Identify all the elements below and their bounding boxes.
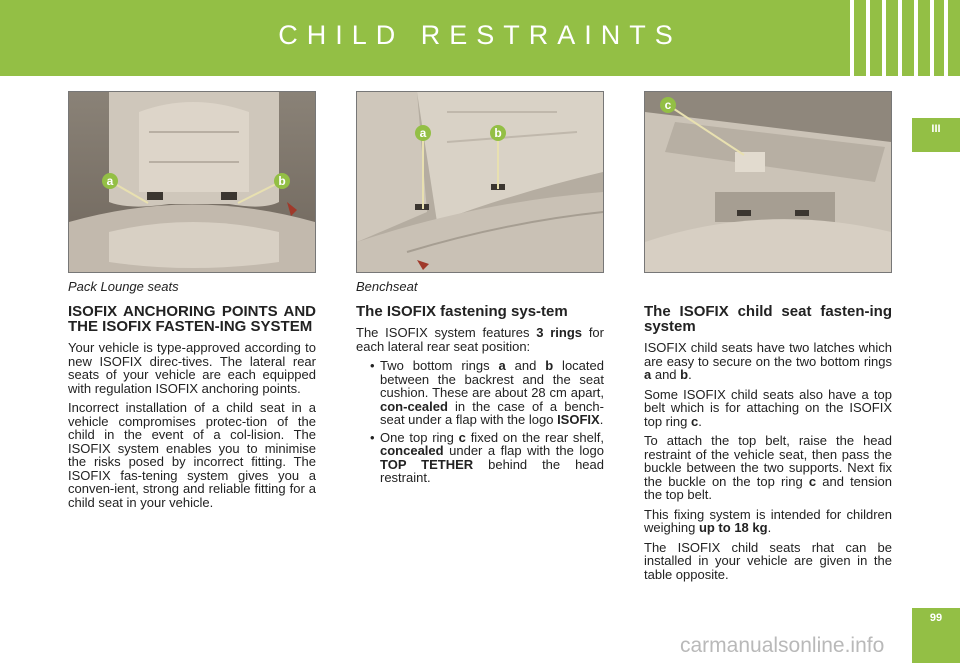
section-heading: The ISOFIX child seat fasten-ing system [644, 303, 892, 335]
header-stripe [850, 0, 854, 76]
label-c-badge [660, 97, 676, 113]
header-stripe [882, 0, 886, 76]
paragraph: The ISOFIX system features 3 rings for each lateral rear seat position: [356, 325, 604, 354]
paragraph: Some ISOFIX child seats also have a top belt which is for attaching on the ISOFIX top ring c. [644, 386, 892, 429]
header-stripe [866, 0, 870, 76]
column-1 [68, 304, 316, 515]
header-stripe [914, 0, 918, 76]
list-item: • One top ring c fixed on the rear shelf, concealed under a flap with the logo TOP TETHER behind the head restraint. [370, 429, 604, 485]
column-2 [356, 304, 604, 491]
paragraph: To attach the top belt, raise the head restraint of the vehicle seat, then pass the buckle between the two supports. Next fix the buckle on the top ring c and tension the top belt. [644, 433, 892, 502]
section-heading: ISOFIX ANCHORING POINTS AND THE ISOFIX FASTEN-ING SYSTEM [68, 303, 316, 335]
section-heading: The ISOFIX fastening sys-tem [356, 303, 568, 320]
label-b: b [494, 126, 502, 140]
header-stripe [944, 0, 948, 76]
label-b-badge [274, 173, 290, 189]
column-3 [644, 304, 892, 587]
header-stripe [930, 0, 934, 76]
photo-caption: Benchseat [356, 279, 418, 294]
photo-2-callouts [356, 91, 604, 273]
label-a: a [106, 174, 114, 188]
watermark: carmanualsonline.info [680, 634, 885, 657]
page-title: CHILD RESTRAINTS [278, 20, 682, 50]
page-number: 99 [912, 608, 960, 663]
photo-1-callouts [68, 91, 316, 273]
label-a-badge [102, 173, 118, 189]
list-item: • Two bottom rings a and b located between the backrest and the seat cushion. These are about 28 cm apart, con-cealed in the case of a bench-seat under a flap with the logo ISOFIX. [370, 358, 604, 427]
photo-3-callouts [644, 91, 892, 273]
paragraph: Incorrect installation of a child seat in a vehicle compromises protec-tion of the child in the event of a col-lision. The ISOFIX system enables you to minimise the risks posed by incorrect fitting. The ISOFIX fas-tening system gives you a conven-ient, strong and reliable fitting for a child seat in your vehicle. [68, 400, 316, 510]
section-tab: III [912, 118, 960, 152]
paragraph: This fixing system is intended for children weighing up to 18 kg. [644, 506, 892, 535]
label-b: b [278, 174, 286, 188]
label-a: a [419, 126, 427, 140]
label-c: c [664, 98, 672, 112]
paragraph: Your vehicle is type-approved according to new ISOFIX direc-tives. The lateral rear seats of your vehicle are each equipped with regulation ISOFIX anchoring points. [68, 340, 316, 396]
paragraph: The ISOFIX child seats rhat can be installed in your vehicle are given in the table opposite. [644, 539, 892, 582]
bullet-list [356, 359, 604, 485]
label-a-badge [415, 125, 431, 141]
paragraph: ISOFIX child seats have two latches which are easy to secure on the two bottom rings a and b. [644, 340, 892, 382]
header-stripe [898, 0, 902, 76]
photo-caption: Pack Lounge seats [68, 279, 179, 294]
header-band [0, 0, 960, 76]
label-b-badge [490, 125, 506, 141]
